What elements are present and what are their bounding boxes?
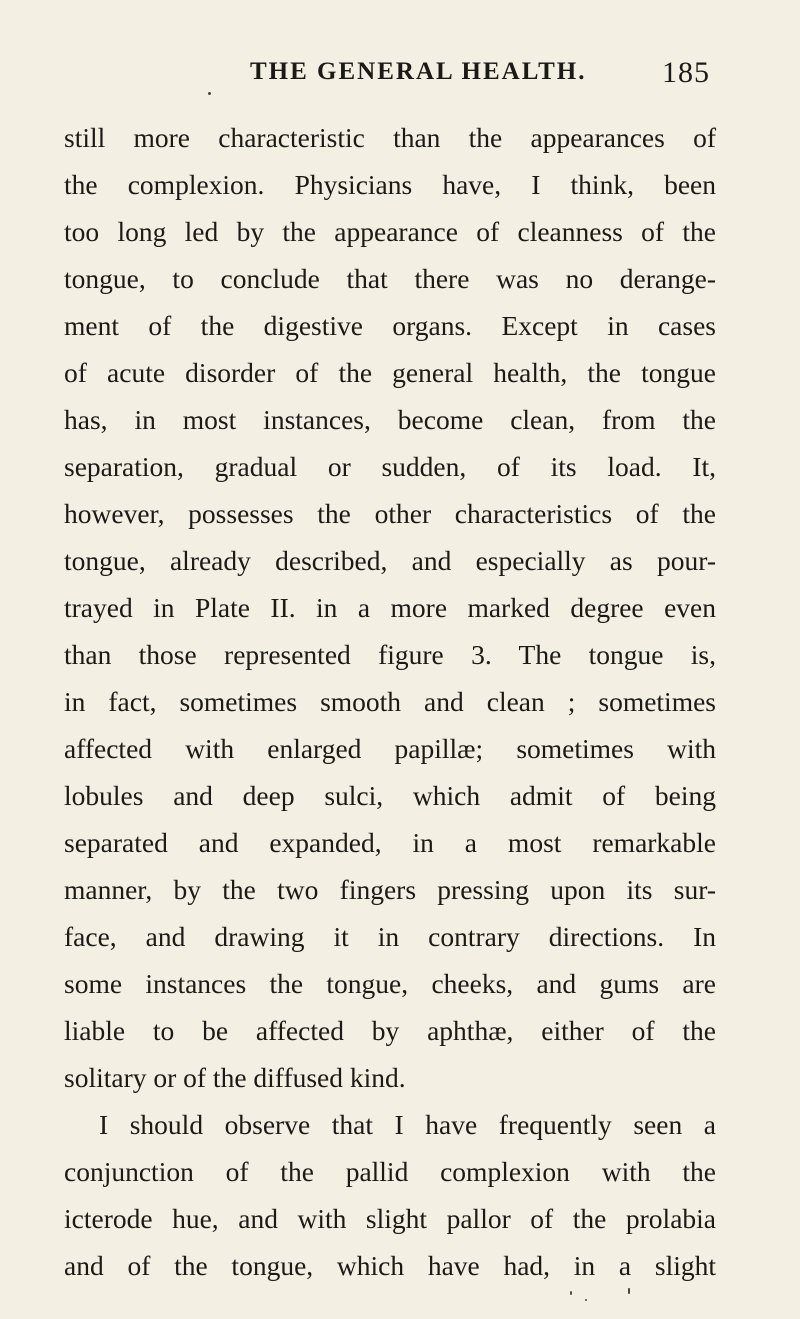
paper-speck: [628, 1288, 630, 1294]
text-line: the complexion. Physicians have, I think, been: [64, 169, 716, 200]
body-text: [64, 114, 716, 1289]
text-line: trayed in Plate II. in a more marked degree even: [64, 592, 716, 623]
text-line: than those represented figure 3. The tongue is,: [64, 639, 716, 670]
text-line: still more characteristic than the appearances of: [64, 122, 716, 153]
text-line: and of the tongue, which have had, in a slight: [64, 1250, 716, 1281]
running-head: [250, 58, 710, 94]
text-line: liable to be affected by aphthæ, either of the: [64, 1015, 716, 1046]
text-line: manner, by the two fingers pressing upon its sur-: [64, 874, 716, 905]
text-line: separated and expanded, in a most remarkable: [64, 827, 716, 858]
paper-speck: [208, 92, 211, 95]
text-line: solitary or of the diffused kind.: [64, 1062, 406, 1093]
text-line: of acute disorder of the general health, the tongue: [64, 357, 716, 388]
text-line: lobules and deep sulci, which admit of being: [64, 780, 716, 811]
paper-speck: [570, 1291, 572, 1295]
text-line: too long led by the appearance of cleanness of the: [64, 216, 716, 247]
text-line: however, possesses the other characteristics of the: [64, 498, 716, 529]
page-number: 185: [662, 56, 710, 89]
text-line: ment of the digestive organs. Except in cases: [64, 310, 716, 341]
text-line: separation, gradual or sudden, of its load. It,: [64, 451, 716, 482]
text-line: tongue, to conclude that there was no derange-: [64, 263, 716, 294]
text-line: conjunction of the pallid complexion with the: [64, 1156, 716, 1187]
text-line: icterode hue, and with slight pallor of the prolabia: [64, 1203, 716, 1234]
running-head-title: THE GENERAL HEALTH.: [250, 58, 587, 85]
text-line: has, in most instances, become clean, from the: [64, 404, 716, 435]
text-line: tongue, already described, and especially as pour-: [64, 545, 716, 576]
text-line: face, and drawing it in contrary directions. In: [64, 921, 716, 952]
paragraph-first-line: I should observe that I have frequently seen a: [99, 1109, 716, 1140]
text-line: affected with enlarged papillæ; sometimes with: [64, 733, 716, 764]
text-line: in fact, sometimes smooth and clean ; sometimes: [64, 686, 716, 717]
paper-speck: [585, 1299, 587, 1301]
text-line: some instances the tongue, cheeks, and gums are: [64, 968, 716, 999]
